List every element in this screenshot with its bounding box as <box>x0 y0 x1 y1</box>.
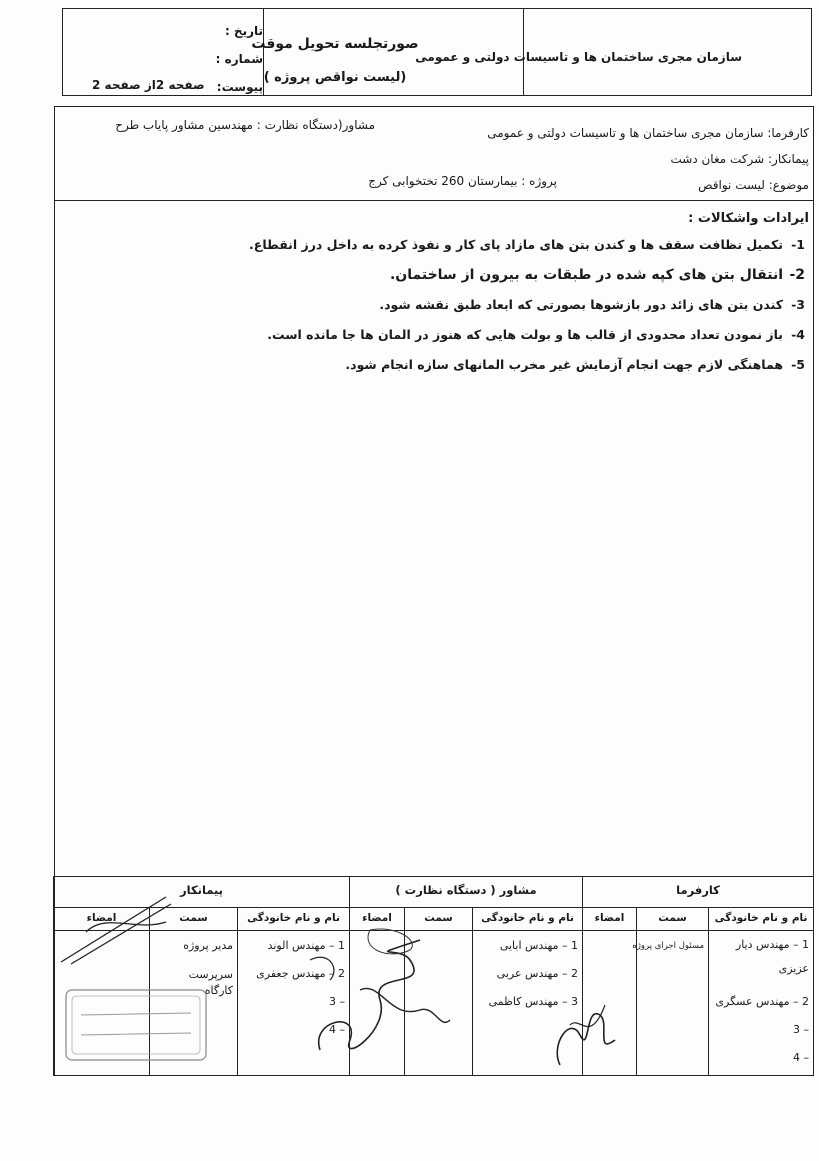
list-item: 2 – مهندس عسگری <box>715 995 809 1008</box>
list-item: مدیر پروژه <box>183 939 233 952</box>
employer-signature-cell <box>583 931 637 1076</box>
consultant-roles <box>405 931 473 1076</box>
contractor-roles <box>150 931 238 1076</box>
consultant-info: مشاور(دستگاه نظارت : مهندسین مشاور پایاب طرح <box>115 118 375 132</box>
list-item: 2 – مهندس عربی <box>496 967 578 980</box>
employer-col-sign: امضاء <box>583 908 637 931</box>
list-item: – 3 <box>329 995 345 1008</box>
defect-item: 5-هماهنگی لازم جهت انجام آزمایش غیر مخرب المانهای سازه انجام شود. <box>345 357 805 372</box>
contractor-names <box>238 931 350 1076</box>
employer-info: کارفرما: سازمان مجری ساختمان ها و تاسیسات دولتی و عمومی <box>487 126 809 140</box>
contractor-col-name: نام و نام خانودگی <box>238 908 350 931</box>
info-divider <box>54 200 814 201</box>
document-subtitle: (لیست نواقص پروژه ) <box>263 70 407 85</box>
defects-title: ایرادات واشکالات : <box>688 211 809 226</box>
defect-item: 1-تکمیل نظافت سقف ها و کندن بتن های مازاد پای کار و نفوذ کرده به داخل درز انقطاع. <box>249 237 805 252</box>
list-item: مسئول اجرای پروژه <box>632 941 704 951</box>
signature-table <box>54 876 814 1076</box>
list-item: سرپرست کارگاه <box>188 968 233 997</box>
contractor-section-title: پیمانکار <box>54 877 350 908</box>
project-info: پروژه : بیمارستان 260 تختخوابی کرج <box>368 174 557 188</box>
consultant-names <box>473 931 583 1076</box>
date-label: تاریخ : <box>224 24 263 38</box>
employer-roles <box>632 931 709 1076</box>
contractor-col-role: سمت <box>150 908 238 931</box>
defect-item: 4-باز نمودن تعداد محدودی از قالب ها و بولت هایی که هنوز در المان ها جا مانده است. <box>267 327 805 342</box>
attachment-label: پیوست: <box>216 80 263 94</box>
list-item: 3 – مهندس کاظمی <box>488 995 578 1008</box>
employer-col-role: سمت <box>637 908 709 931</box>
contractor-signature-cell <box>54 931 150 1076</box>
list-item: 1 – مهندس ابایی <box>499 939 578 952</box>
defect-item: 3-کندن بتن های زائد دور بازشوها بصورتی که ابعاد طبق نقشه شود. <box>379 297 805 312</box>
defect-item: 2-انتقال بتن های کپه شده در طبقات به بیرون از ساختمان. <box>389 267 805 283</box>
consultant-col-sign: امضاء <box>350 908 405 931</box>
document-title: صورتجلسه تحویل موقت <box>251 36 419 52</box>
list-item: – 4 <box>793 1051 809 1064</box>
page-number: صفحه 2از صفحه 2 <box>92 78 205 92</box>
employer-col-name: نام و نام خانودگی <box>709 908 814 931</box>
consultant-signature-cell <box>350 931 405 1076</box>
header-organization: سازمان مجری ساختمان ها و تاسیسات دولتی و عمومی <box>415 50 742 64</box>
contractor-info: پیمانکار: شرکت مغان دشت <box>670 152 809 166</box>
list-item: 1 – مهندس دیار عزیزی <box>735 938 809 975</box>
consultant-section-title: مشاور ( دستگاه نظارت ) <box>350 877 583 908</box>
employer-names <box>709 931 814 1076</box>
list-item: – 4 <box>329 1023 345 1036</box>
defects-list <box>245 232 805 382</box>
subject-info: موضوع: لیست نواقص <box>698 178 809 192</box>
list-item: 1 – مهندس الوند <box>267 939 345 952</box>
list-item: – 3 <box>793 1023 809 1036</box>
consultant-col-name: نام و نام خانودگی <box>473 908 583 931</box>
number-label: شماره : <box>215 52 263 66</box>
consultant-col-role: سمت <box>405 908 473 931</box>
employer-section-title: کارفرما <box>583 877 814 908</box>
list-item: 2 – مهندس جعفری <box>256 967 345 980</box>
contractor-col-sign: امضاء <box>54 908 150 931</box>
